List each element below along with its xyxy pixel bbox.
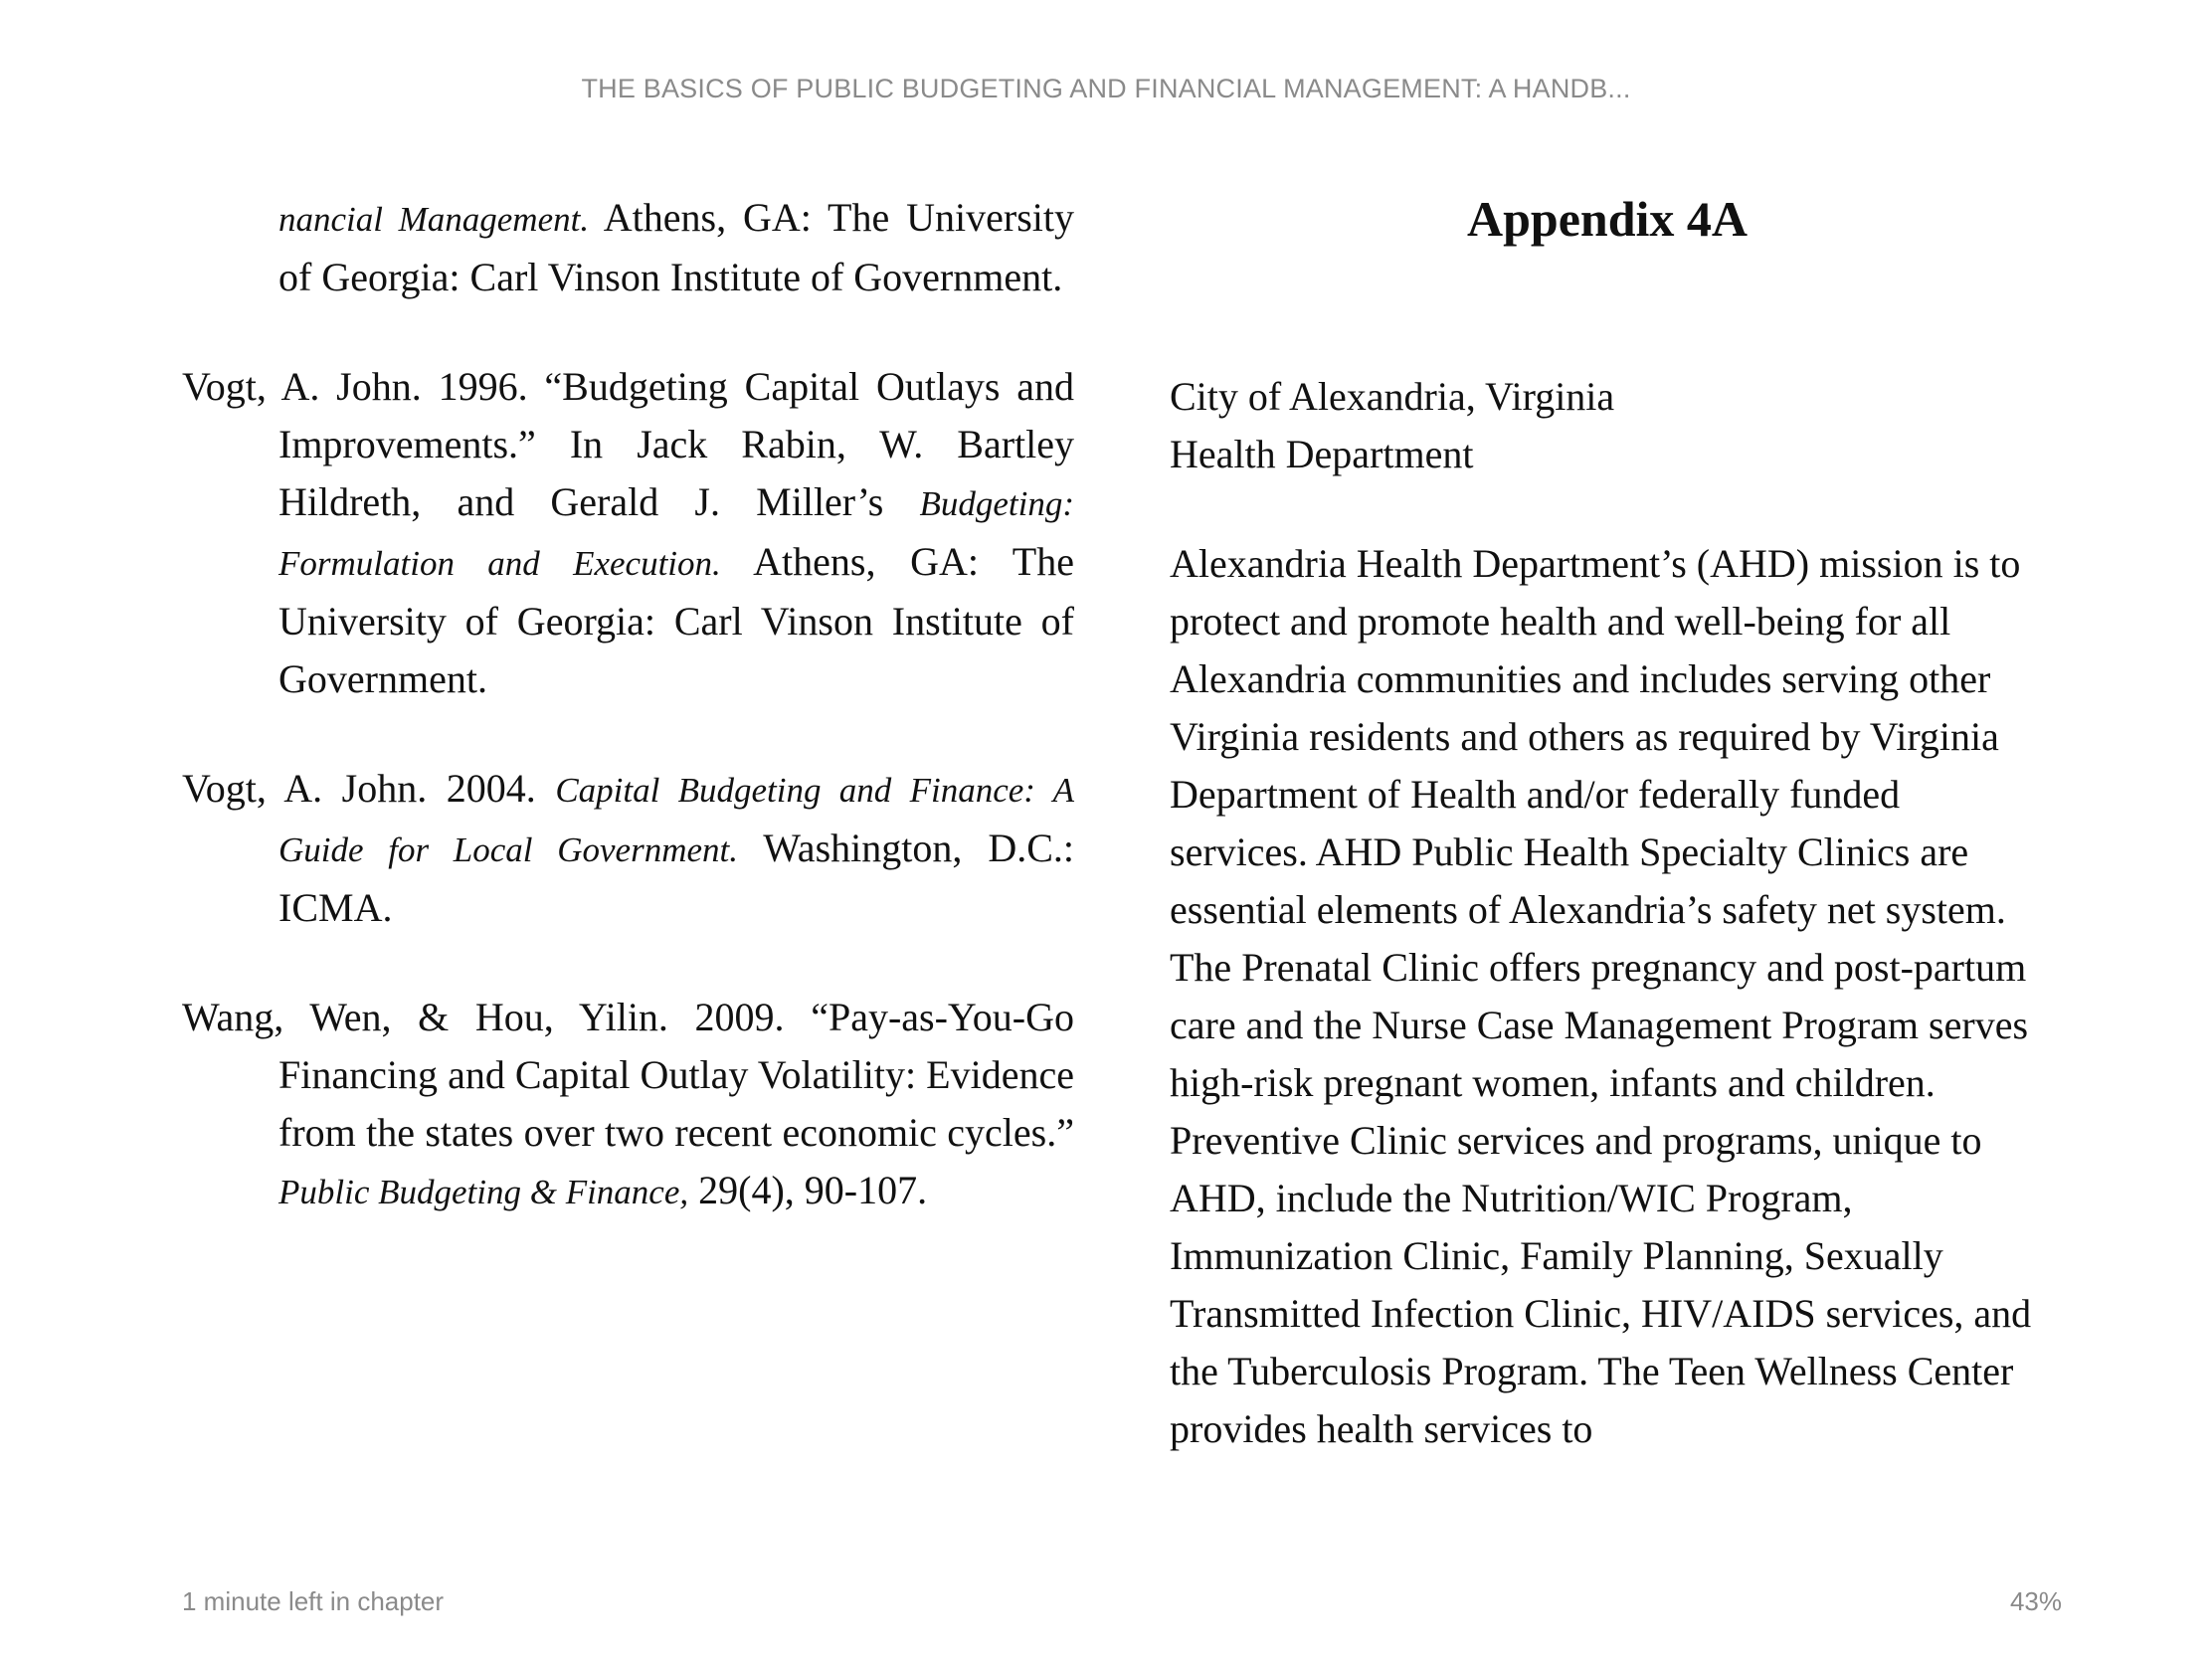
reference-text: Vogt, A. John. 1996. “Budgeting Capital Outlays and Improvements.” In Jack Rabin, W. Bartley Hildreth, and Gerald J. Miller’s: [182, 364, 1074, 524]
address-line-city: City of Alexandria, Virginia: [1170, 374, 1615, 419]
reference-text: Athens, GA: The University of Georgia: Carl Vinson Institute of Government.: [278, 539, 1074, 701]
chapter-time-remaining: 1 minute left in chapter: [182, 1586, 445, 1616]
appendix-heading: Appendix 4A: [1466, 191, 1749, 247]
address-block: [1170, 368, 2045, 483]
address-line-department: Health Department: [1170, 432, 1474, 476]
reference-entry: [182, 358, 1074, 708]
reference-text: Washington, D.C.: ICMA.: [278, 826, 1075, 930]
reference-entry: [182, 989, 1074, 1221]
body-paragraph: Alexandria Health Department’s (AHD) mission is to protect and promote health and well-being for all Alexandria communities and includes serving other Virginia residents and others as required by Virginia Department of Health and/or federally funded services. AHD Public Health Specialty Clinics are essential elements of Alexandria’s safety net system. The Prenatal Clinic offers pregnancy and post-partum care and the Nurse Case Management Program serves high-risk pregnant women, infants and children. Preventive Clinic services and programs, unique to AHD, include the Nutrition/WIC Program, Immunization Clinic, Family Planning, Sexually Transmitted Infection Clinic, HIV/AIDS services, and the Tuberculosis Program. The Teen Wellness Center provides health services to: [1170, 541, 2032, 1451]
reference-text: 29(4), 90-107.: [688, 1168, 928, 1212]
reference-text: Wang, Wen, & Hou, Yilin. 2009. “Pay-as-You-Go Financing and Capital Outlay Volatility: Evidence from the states over two recent economic cycles.”: [182, 995, 1074, 1155]
book-title-header: THE BASICS OF PUBLIC BUDGETING AND FINANCIAL MANAGEMENT: A HANDB...: [581, 74, 1631, 103]
reference-italic-title: Budgeting: Formulation and Execution.: [278, 484, 1074, 583]
reference-italic-title: Capital Budgeting and Finance: A Guide for Local Government.: [278, 771, 1074, 869]
right-page-column: [1170, 189, 2045, 1458]
reference-italic-title: nancial Management.: [278, 200, 590, 239]
reference-italic-title: Public Budgeting & Finance,: [278, 1173, 689, 1211]
reference-entry: [182, 189, 1074, 306]
reference-text: Vogt, A. John. 2004.: [182, 766, 556, 811]
left-page-column: [182, 189, 1074, 1273]
reference-text: Athens, GA: The University of Georgia: Carl Vinson Institute of Government.: [278, 195, 1074, 299]
reference-entry: [182, 760, 1074, 937]
reading-progress-percent: 43%: [2009, 1586, 2062, 1616]
